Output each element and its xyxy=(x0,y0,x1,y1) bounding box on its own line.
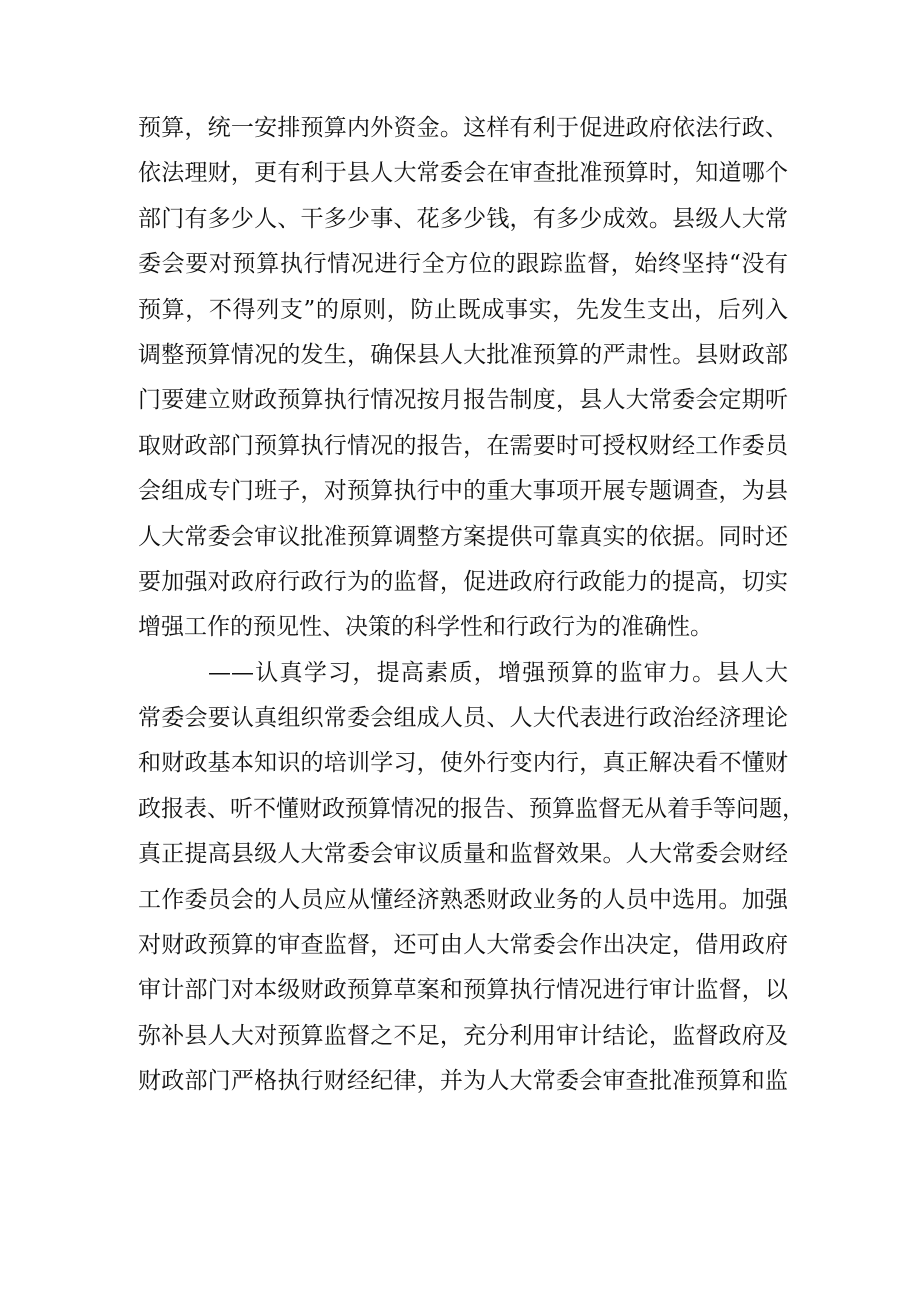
text-line: 真正提高县级人大常委会审议质量和监督效果。人大常委会财经 xyxy=(138,841,788,868)
text-line: 依法理财，更有利于县人大常委会在审查批准预算时，知道哪个 xyxy=(138,160,788,187)
text-line: 人大常委会审议批准预算调整方案提供可靠真实的依据。同时还 xyxy=(138,523,788,550)
text-line: 政报表、听不懂财政预算情况的报告、预算监督无从着手等问题， xyxy=(138,795,805,822)
text-line: 常委会要认真组织常委会组成人员、人大代表进行政治经济理论 xyxy=(138,705,788,732)
paragraph-2 xyxy=(138,651,805,1105)
text-line: 审计部门对本级财政预算草案和预算执行情况进行审计监督，以 xyxy=(138,977,788,1004)
body-text xyxy=(138,106,805,1105)
text-line: 增强工作的预见性、决策的科学性和行政行为的准确性。 xyxy=(138,614,713,641)
text-line: 取财政部门预算执行情况的报告，在需要时可授权财经工作委员 xyxy=(138,432,788,459)
text-line: 部门有多少人、干多少事、花多少钱，有多少成效。县级人大常 xyxy=(138,205,788,232)
text-line: 预算，不得列支”的原则，防止既成事实，先发生支出，后列入 xyxy=(138,296,788,323)
text-line: 门要建立财政预算执行情况按月报告制度，县人大常委会定期听 xyxy=(138,387,788,414)
text-line: 预算，统一安排预算内外资金。这样有利于促进政府依法行政、 xyxy=(138,115,788,141)
text-line: 对财政预算的审查监督，还可由人大常委会作出决定，借用政府 xyxy=(138,932,788,959)
text-line: 调整预算情况的发生，确保县人大批准预算的严肃性。县财政部 xyxy=(138,341,788,368)
text-line: 弥补县人大对预算监督之不足，充分利用审计结论，监督政府及 xyxy=(138,1022,788,1049)
text-line: 工作委员会的人员应从懂经济熟悉财政业务的人员中选用。加强 xyxy=(138,886,788,913)
text-line: 会组成专门班子，对预算执行中的重大事项开展专题调查，为县 xyxy=(138,478,788,505)
text-line: 和财政基本知识的培训学习，使外行变内行，真正解决看不懂财 xyxy=(138,750,788,777)
paragraph-1 xyxy=(138,106,788,651)
text-line: ——认真学习，提高素质，增强预算的监审力。县人大 xyxy=(208,659,788,686)
text-line: 要加强对政府行政行为的监督，促进政府行政能力的提高，切实 xyxy=(138,568,788,595)
text-line: 财政部门严格执行财经纪律，并为人大常委会审查批准预算和监 xyxy=(138,1068,788,1095)
text-line: 委会要对预算执行情况进行全方位的跟踪监督，始终坚持“没有 xyxy=(138,251,788,278)
